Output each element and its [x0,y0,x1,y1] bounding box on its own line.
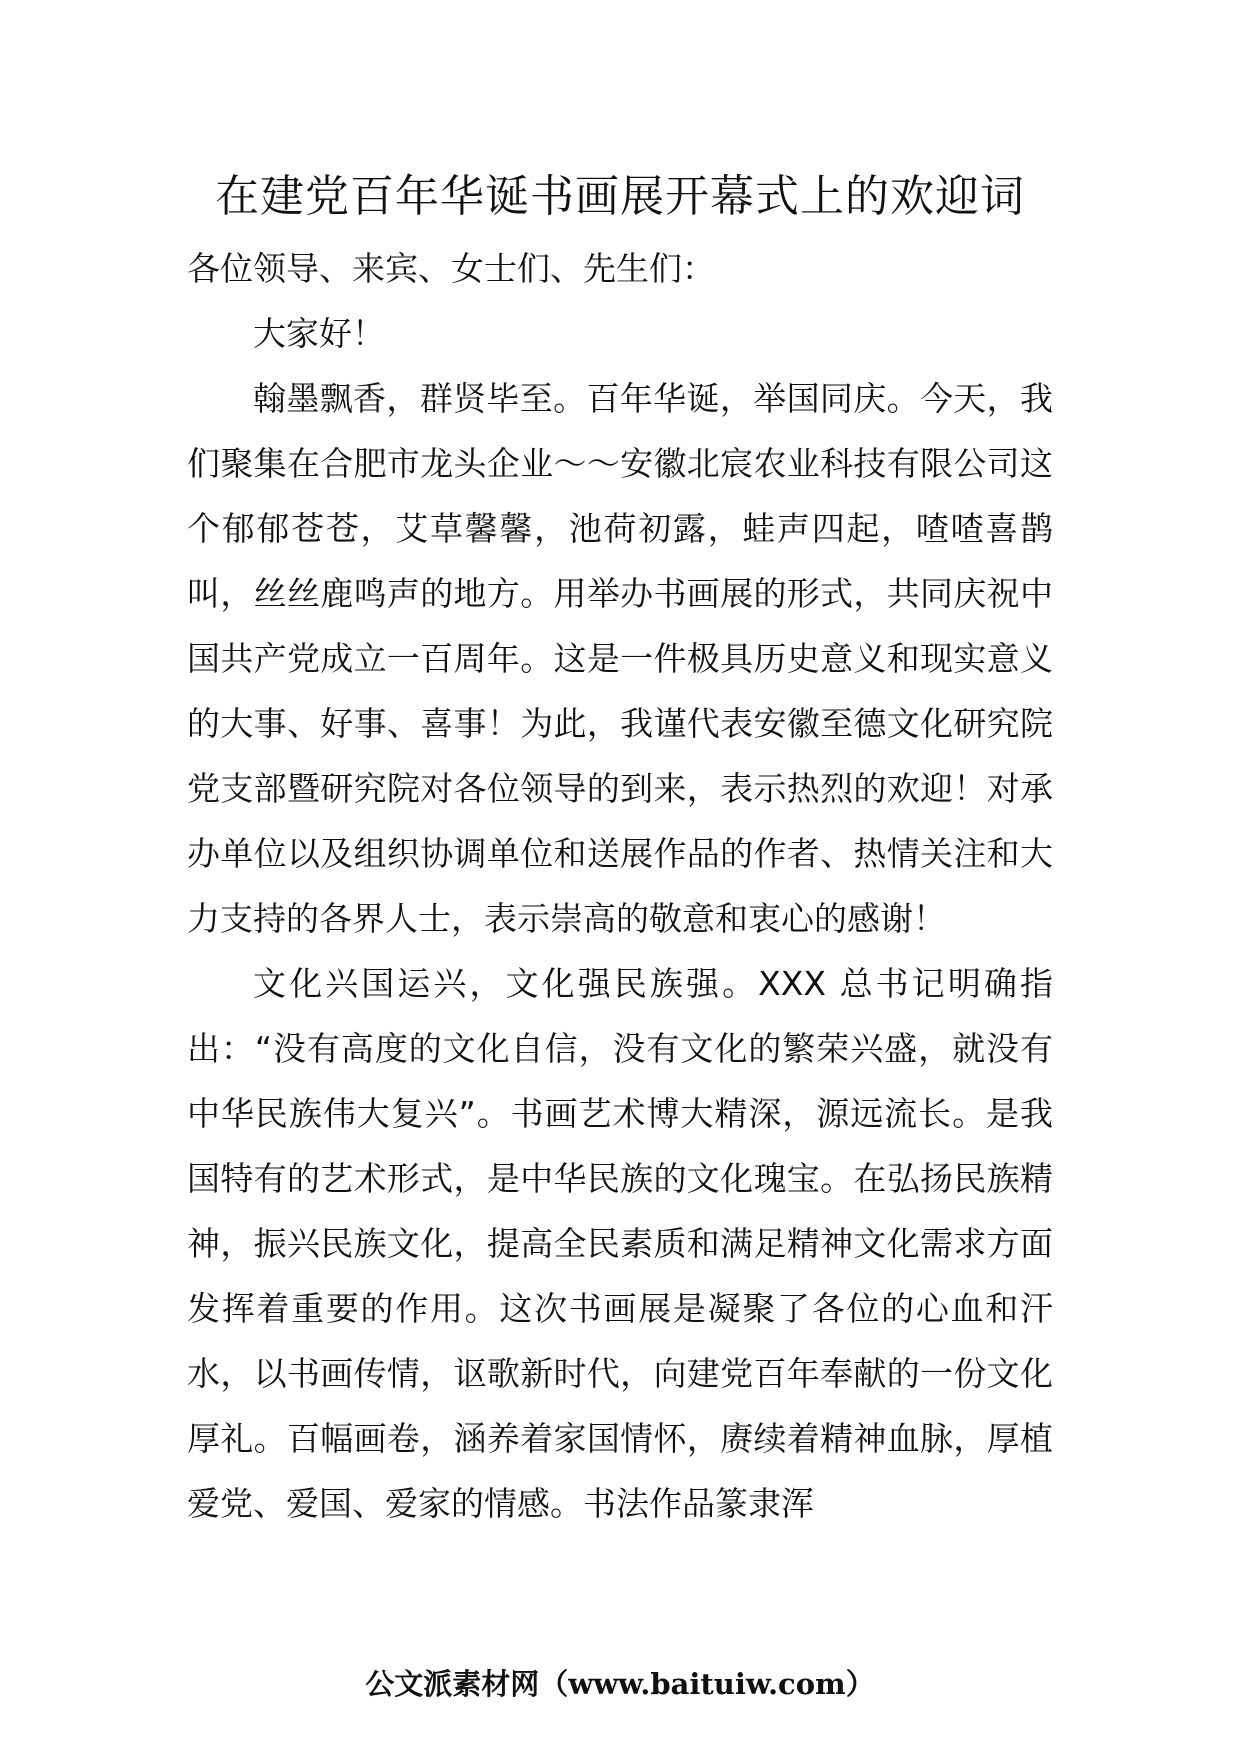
document-body [187,236,1053,1536]
salutation: 各位领导、来宾、女士们、先生们： [187,249,715,288]
document-title: 在建党百年华诞书画展开幕式上的欢迎词 [215,171,1025,222]
paragraph-culture: 文化兴国运兴，文化强民族强。XXX 总书记明确指出：“没有高度的文化自信，没有文化的繁荣兴盛，就没有中华民族伟大复兴”。书画艺术博大精深，源远流长。是我国特有的艺术形式，是中华民族的文化瑰宝。在弘扬民族精神，振兴民族文化，提高全民素质和满足精神文化需求方面发挥着重要的作用。这次书画展是凝聚了各位的心血和汗水，以书画传情，讴歌新时代，向建党百年奉献的一份文化厚礼。百幅画卷，涵养着家国情怀，赓续着精神血脉，厚植爱党、爱国、爱家的情感。书法作品篆隶浑 [187,964,1053,1523]
footer-source: 公文派素材网（www.baituiw.com） [365,1667,875,1701]
greeting: 大家好！ [253,314,385,353]
paragraph-welcome: 翰墨飘香，群贤毕至。百年华诞，举国同庆。今天，我们聚集在合肥市龙头企业～～安徽北宸农业科技有限公司这个郁郁苍苍，艾草馨馨，池荷初露，蛙声四起，喳喳喜鹊叫，丝丝鹿鸣声的地方。用举办书画展的形式，共同庆祝中国共产党成立一百周年。这是一件极具历史意义和现实意义的大事、好事、喜事！为此，我谨代表安徽至德文化研究院党支部暨研究院对各位领导的到来，表示热烈的欢迎！对承办单位以及组织协调单位和送展作品的作者、热情关注和大力支持的各界人士，表示崇高的敬意和衷心的感谢！ [187,379,1053,938]
